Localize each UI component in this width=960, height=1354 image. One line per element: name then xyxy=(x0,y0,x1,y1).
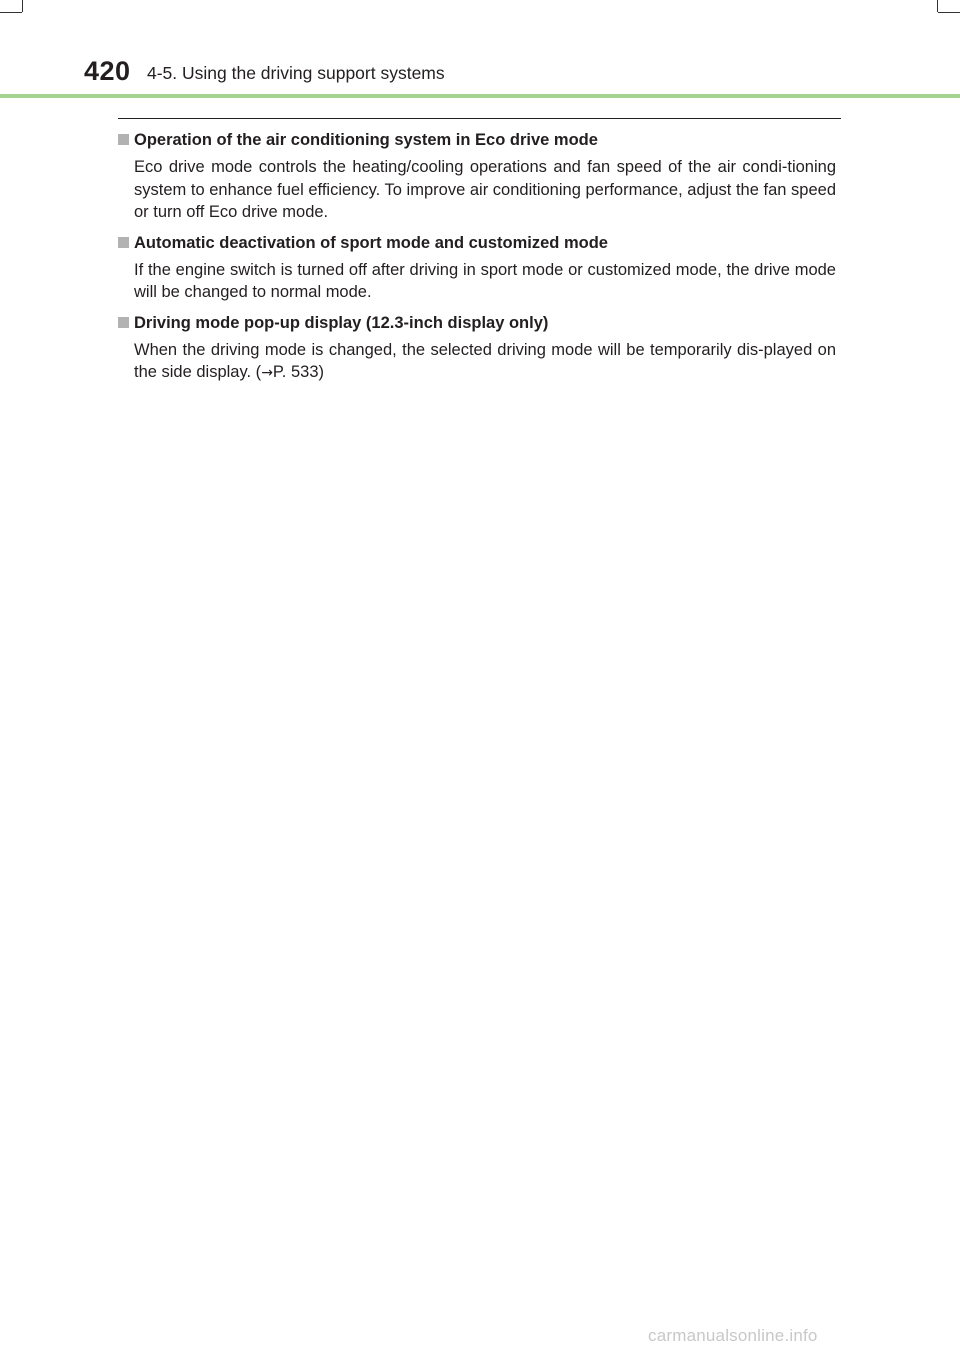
watermark: carmanualsonline.info xyxy=(648,1326,818,1345)
section-title: 4-5. Using the driving support systems xyxy=(147,63,445,83)
topic-heading xyxy=(118,231,836,255)
topic-body xyxy=(134,339,836,385)
topic-heading-text: Automatic deactivation of sport mode and customized mode xyxy=(134,233,608,252)
content-divider xyxy=(118,118,841,119)
topic-heading xyxy=(118,128,836,152)
topic-sport-mode-deactivation xyxy=(118,231,836,304)
topic-heading-text: Operation of the air conditioning system in Eco drive mode xyxy=(134,131,598,149)
page-header xyxy=(0,0,960,100)
topic-heading xyxy=(118,311,836,335)
topic-body-text: When the driving mode is changed, the selected driving mode will be temporarily dis-played on the side display. ( xyxy=(134,340,836,381)
arrow-right-icon: → xyxy=(261,365,273,381)
topic-driving-mode-popup xyxy=(118,311,836,385)
page-number: 420 xyxy=(84,56,131,86)
page-content xyxy=(118,128,836,392)
page-reference-link[interactable]: P. 533 xyxy=(272,363,319,381)
topic-body-text: ) xyxy=(318,363,324,381)
square-bullet-icon xyxy=(118,237,129,248)
topic-body: If the engine switch is turned off after driving in sport mode or customized mode, the drive mode will be changed to normal mode. xyxy=(134,260,836,301)
square-bullet-icon xyxy=(118,134,129,145)
header-rule xyxy=(0,94,960,98)
topic-heading-text: Driving mode pop-up display (12.3-inch display only) xyxy=(134,313,549,332)
topic-eco-drive-ac xyxy=(118,128,836,224)
topic-body: Eco drive mode controls the heating/cooling operations and fan speed of the air condi-tioning system to enhance fuel efficiency. To improve air conditioning performance, adjust the fan speed or turn off Eco drive mode. xyxy=(134,158,836,221)
square-bullet-icon xyxy=(118,317,129,328)
